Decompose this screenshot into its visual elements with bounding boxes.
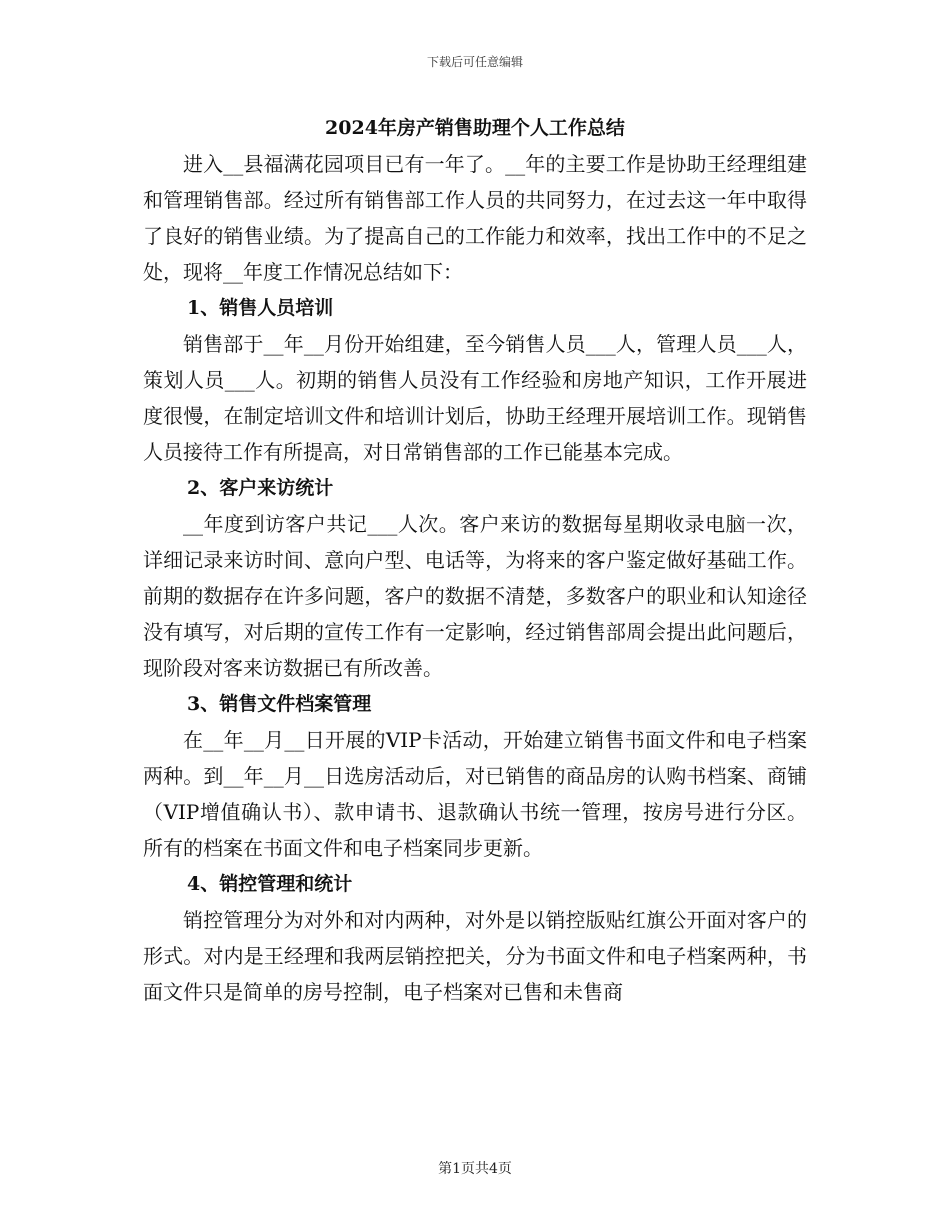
section-heading-visits: 2、客户来访统计 [187, 477, 334, 499]
section-body-sales-control: 销控管理分为对外和对内两种，对外是以销控版贴红旗公开面对客户的形式。对内是王经理和我两层销控把关，分为书面文件和电子档案两种，书面文件只是简单的房号控制，电子档案对已售和未售商 [143, 908, 807, 1004]
document-title: 2024年房产销售助理个人工作总结 [325, 117, 625, 139]
section-heading-archives: 3、销售文件档案管理 [187, 693, 372, 715]
section-body-visits: __年度到访客户共记___人次。客户来访的数据每星期收录电脑一次，详细记录来访时间、意向户型、电话等，为将来的客户鉴定做好基础工作。前期的数据存在许多问题，客户的数据不清楚，多数客户的职业和认知途径没有填写，对后期的宣传工作有一定影响，经过销售部周会提出此问题后，现阶段对客来访数据已有所改善。 [143, 512, 807, 680]
document-body [143, 146, 807, 1010]
section-heading-sales-control: 4、销控管理和统计 [187, 873, 353, 895]
page-number: 第1页共4页 [438, 1161, 512, 1177]
section-body-archives: 在__年__月__日开展的VIP卡活动，开始建立销售书面文件和电子档案两种。到__年__月__日选房活动后，对已销售的商品房的认购书档案、商铺（VIP增值确认书）、款申请书、退款确认书统一管理，按房号进行分区。所有的档案在书面文件和电子档案同步更新。 [143, 728, 807, 860]
page-header-note: 下载后可任意编辑 [426, 55, 523, 69]
section-body-training: 销售部于__年__月份开始组建，至今销售人员___人，管理人员___人，策划人员___人。初期的销售人员没有工作经验和房地产知识，工作开展进度很慢，在制定培训文件和培训计划后，协助王经理开展培训工作。现销售人员接待工作有所提高，对日常销售部的工作已能基本完成。 [143, 332, 807, 464]
intro-paragraph: 进入__县福满花园项目已有一年了。__年的主要工作是协助王经理组建和管理销售部。经过所有销售部工作人员的共同努力，在过去这一年中取得了良好的销售业绩。为了提高自己的工作能力和效率，找出工作中的不足之处，现将__年度工作情况总结如下： [143, 152, 807, 284]
section-heading-training: 1、销售人员培训 [187, 297, 334, 319]
